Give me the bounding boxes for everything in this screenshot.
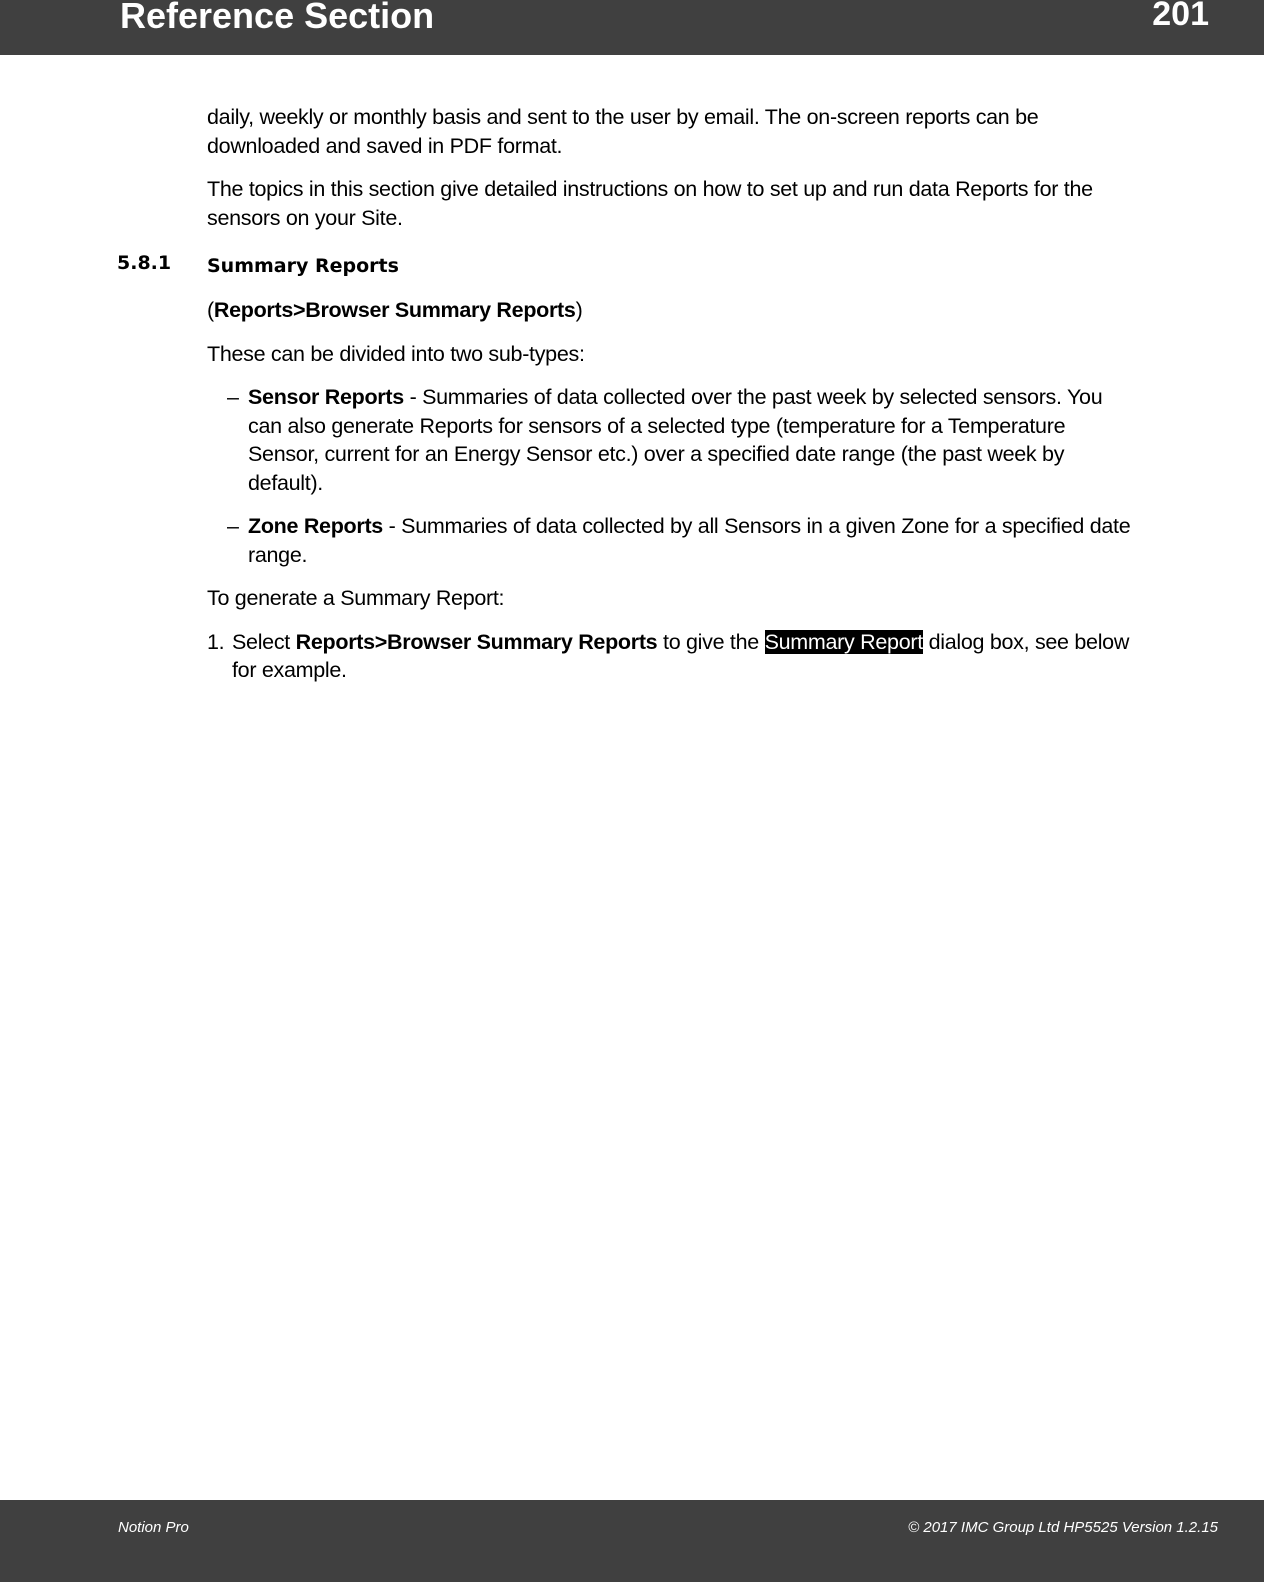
- subtypes-intro: These can be divided into two sub-types:: [207, 341, 585, 366]
- menu-path-open: (: [207, 298, 214, 322]
- step-prefix: Select: [232, 629, 296, 654]
- bullet-item-zone-reports: [207, 512, 1137, 569]
- page-footer: [0, 1500, 1264, 1582]
- bullet-term: Sensor Reports: [248, 385, 404, 409]
- footer-product-name: Notion Pro: [118, 1519, 189, 1536]
- step-middle: to give the: [657, 629, 765, 654]
- menu-path-close: ): [575, 298, 583, 322]
- page-header: [0, 0, 1264, 55]
- step-item: [207, 628, 1137, 685]
- generate-intro: To generate a Summary Report:: [207, 586, 505, 610]
- section-title: Summary Reports: [207, 255, 399, 277]
- bullet-term: Zone Reports: [248, 514, 383, 538]
- footer-copyright: © 2017 IMC Group Ltd HP5525 Version 1.2.15: [908, 1519, 1218, 1536]
- step-suffix: dialog box, see below for example.: [232, 629, 1130, 682]
- topics-paragraph: The topics in this section give detailed instructions on how to set up and run data Reports for the sensors on your Site.: [207, 177, 1093, 230]
- menu-path-text: Reports>Browser Summary Reports: [213, 298, 576, 322]
- step-command: Reports>Browser Summary Reports: [295, 629, 658, 654]
- page-number: 201: [1152, 0, 1209, 33]
- highlighted-dialog-name: Summary Report: [764, 629, 923, 654]
- bullet-text: - Summaries of data collected by all Sensors in a given Zone for a specified date range.: [248, 514, 1131, 567]
- intro-paragraph: daily, weekly or monthly basis and sent to the user by email. The on-screen reports can be downloaded and saved in PDF format.: [207, 105, 1039, 158]
- menu-path: [207, 296, 1137, 325]
- bullet-marker: –: [227, 385, 239, 409]
- section-heading: [117, 252, 1137, 284]
- bullet-item-sensor-reports: [207, 383, 1137, 497]
- bullet-text: - Summaries of data collected over the past week by selected sensors. You can also generate Reports for sensors of a selected type (temperature for a Temperature Sensor, current for an Energy Sensor etc.) over a specified date range (the past week by default).: [248, 385, 1103, 495]
- document-body: [117, 103, 1137, 700]
- header-title: Reference Section: [120, 0, 435, 36]
- bullet-marker: –: [227, 514, 239, 538]
- step-number: 1.: [207, 629, 225, 654]
- section-number: 5.8.1: [117, 252, 172, 274]
